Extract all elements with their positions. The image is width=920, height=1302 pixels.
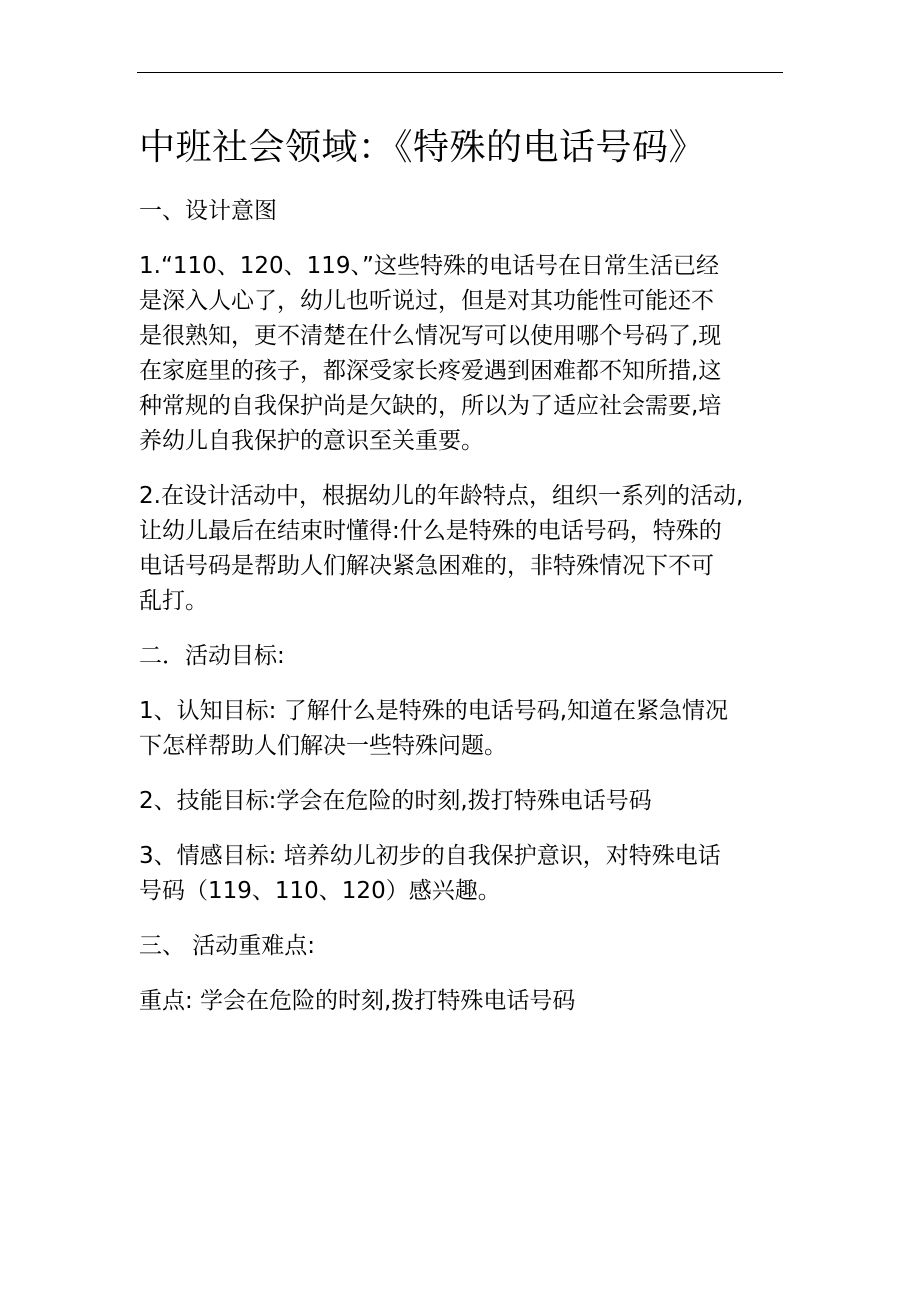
- text-line: 养幼儿自我保护的意识至关重要。: [139, 428, 484, 454]
- section-heading-design-intent: [139, 194, 787, 229]
- section-heading-activity-goals: [139, 639, 787, 674]
- paragraph-key-point: [139, 984, 787, 1019]
- text-line: 下怎样帮助人们解决一些特殊问题。: [139, 733, 507, 759]
- document-body: [139, 122, 787, 1039]
- document-title: 中班社会领域：《特殊的电话号码》: [139, 127, 706, 168]
- header-rule: [137, 72, 783, 73]
- text-line: 3、情感目标: 培养幼儿初步的自我保护意识，对特殊电话: [139, 843, 721, 869]
- section-heading-key-points: [139, 929, 787, 964]
- text-line: 在家庭里的孩子，都深受家长疼爱遇到困难都不知所措,这: [139, 358, 722, 384]
- paragraph-emotional-goal: [139, 839, 787, 909]
- text-line: 是很熟知，更不清楚在什么情况写可以使用哪个号码了,现: [139, 323, 722, 349]
- text-line: 重点: 学会在危险的时刻,拨打特殊电话号码: [139, 988, 576, 1014]
- text-line: 二．活动目标:: [139, 643, 285, 669]
- text-line: 三、 活动重难点:: [139, 933, 316, 959]
- text-line: 乱打。: [139, 588, 208, 614]
- text-line: 1、认知目标: 了解什么是特殊的电话号码,知道在紧急情况: [139, 698, 729, 724]
- paragraph-design-intent-1: [139, 249, 787, 459]
- text-line: 让幼儿最后在结束时懂得:什么是特殊的电话号码，特殊的: [139, 518, 722, 544]
- paragraph-design-intent-2: [139, 479, 787, 619]
- text-line: 电话号码是帮助人们解决紧急困难的，非特殊情况下不可: [139, 553, 714, 579]
- paragraph-skill-goal: [139, 784, 787, 819]
- text-line: 号码（119、110、120）感兴趣。: [139, 878, 501, 904]
- text-line: 2、技能目标:学会在危险的时刻,拨打特殊电话号码: [139, 788, 652, 814]
- paragraph-cognitive-goal: [139, 694, 787, 764]
- text-line: 是深入人心了，幼儿也听说过，但是对其功能性可能还不: [139, 288, 714, 314]
- text-line: 种常规的自我保护尚是欠缺的，所以为了适应社会需要,培: [139, 393, 722, 419]
- text-line: 一、设计意图: [139, 198, 277, 224]
- text-line: 1.“110、120、119、”这些特殊的电话号在日常生活已经: [139, 253, 719, 279]
- text-line: 2.在设计活动中，根据幼儿的年龄特点，组织一系列的活动,: [139, 483, 744, 509]
